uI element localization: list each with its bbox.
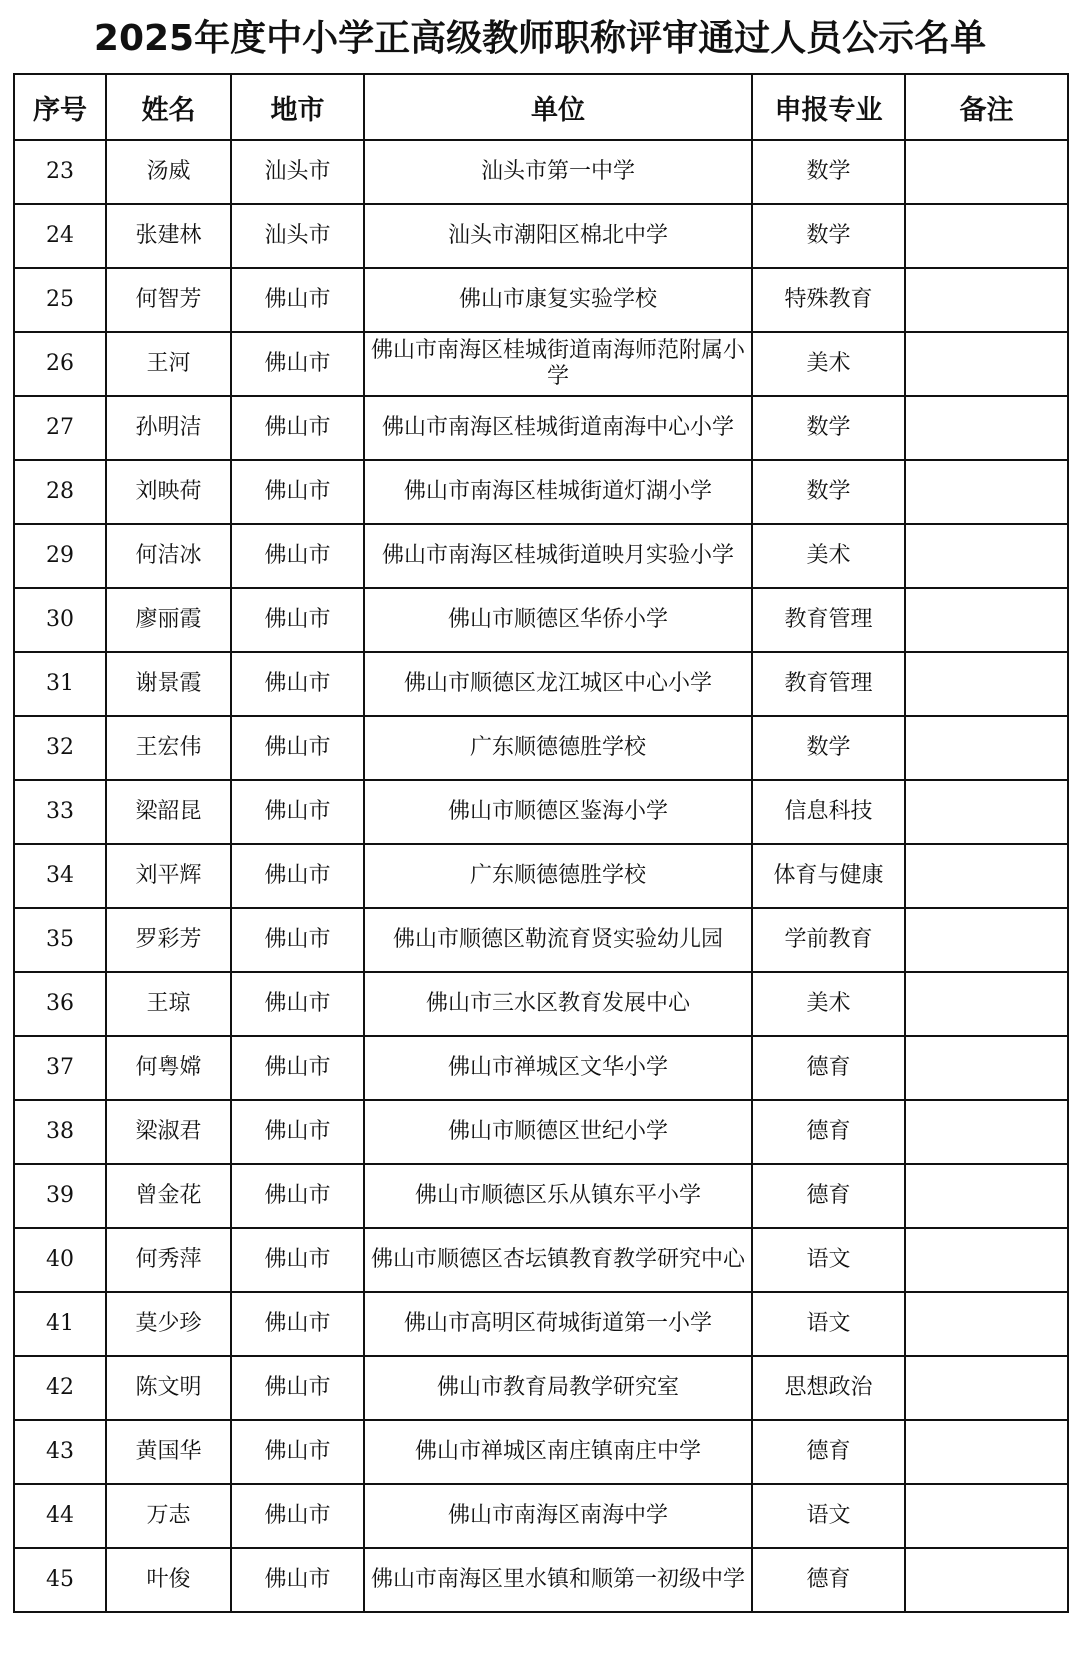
cell-city: 佛山市 — [231, 1164, 364, 1228]
cell-note — [905, 396, 1068, 460]
column-header-city: 地市 — [231, 74, 364, 140]
cell-city: 佛山市 — [231, 332, 364, 396]
cell-unit: 佛山市康复实验学校 — [364, 268, 752, 332]
cell-note — [905, 908, 1068, 972]
cell-major: 教育管理 — [752, 588, 905, 652]
cell-unit: 佛山市顺德区龙江城区中心小学 — [364, 652, 752, 716]
cell-note — [905, 204, 1068, 268]
table-row — [14, 1548, 1068, 1612]
table-row — [14, 1228, 1068, 1292]
cell-no: 27 — [14, 396, 106, 460]
cell-name: 刘平辉 — [106, 844, 231, 908]
cell-name: 黄国华 — [106, 1420, 231, 1484]
cell-major: 德育 — [752, 1548, 905, 1612]
cell-note — [905, 1228, 1068, 1292]
cell-unit: 佛山市顺德区乐从镇东平小学 — [364, 1164, 752, 1228]
cell-note — [905, 1356, 1068, 1420]
cell-unit: 佛山市高明区荷城街道第一小学 — [364, 1292, 752, 1356]
table-row — [14, 396, 1068, 460]
cell-note — [905, 460, 1068, 524]
cell-unit: 佛山市南海区桂城街道映月实验小学 — [364, 524, 752, 588]
cell-no: 36 — [14, 972, 106, 1036]
cell-note — [905, 1036, 1068, 1100]
cell-major: 德育 — [752, 1164, 905, 1228]
cell-note — [905, 780, 1068, 844]
cell-city: 佛山市 — [231, 972, 364, 1036]
page-title: 2025年度中小学正高级教师职称评审通过人员公示名单 — [93, 18, 987, 59]
cell-major: 思想政治 — [752, 1356, 905, 1420]
cell-major: 美术 — [752, 332, 905, 396]
cell-name: 何粤嫦 — [106, 1036, 231, 1100]
cell-no: 41 — [14, 1292, 106, 1356]
cell-major: 美术 — [752, 972, 905, 1036]
cell-major: 数学 — [752, 396, 905, 460]
table-row — [14, 1100, 1068, 1164]
cell-unit: 佛山市禅城区文华小学 — [364, 1036, 752, 1100]
cell-name: 张建林 — [106, 204, 231, 268]
column-header-major: 申报专业 — [752, 74, 905, 140]
cell-note — [905, 1420, 1068, 1484]
cell-city: 佛山市 — [231, 460, 364, 524]
roster-table — [13, 73, 1069, 1613]
cell-unit: 广东顺德德胜学校 — [364, 844, 752, 908]
cell-unit: 佛山市南海区桂城街道南海中心小学 — [364, 396, 752, 460]
cell-city: 佛山市 — [231, 908, 364, 972]
cell-name: 陈文明 — [106, 1356, 231, 1420]
cell-name: 何智芳 — [106, 268, 231, 332]
cell-major: 德育 — [752, 1100, 905, 1164]
cell-note — [905, 652, 1068, 716]
table-row — [14, 716, 1068, 780]
cell-note — [905, 716, 1068, 780]
cell-city: 佛山市 — [231, 588, 364, 652]
cell-note — [905, 1548, 1068, 1612]
cell-unit: 佛山市顺德区华侨小学 — [364, 588, 752, 652]
cell-city: 佛山市 — [231, 716, 364, 780]
column-header-no: 序号 — [14, 74, 106, 140]
cell-name: 万志 — [106, 1484, 231, 1548]
cell-no: 44 — [14, 1484, 106, 1548]
cell-name: 何洁冰 — [106, 524, 231, 588]
cell-no: 23 — [14, 140, 106, 204]
cell-city: 佛山市 — [231, 844, 364, 908]
cell-major: 数学 — [752, 716, 905, 780]
table-row — [14, 1292, 1068, 1356]
cell-no: 43 — [14, 1420, 106, 1484]
table-row — [14, 204, 1068, 268]
cell-city: 汕头市 — [231, 140, 364, 204]
table-row — [14, 524, 1068, 588]
table-header-row — [14, 74, 1068, 140]
cell-city: 佛山市 — [231, 268, 364, 332]
cell-note — [905, 844, 1068, 908]
cell-city: 佛山市 — [231, 1548, 364, 1612]
cell-no: 33 — [14, 780, 106, 844]
cell-no: 45 — [14, 1548, 106, 1612]
cell-unit: 佛山市顺德区勒流育贤实验幼儿园 — [364, 908, 752, 972]
cell-city: 佛山市 — [231, 1036, 364, 1100]
cell-no: 30 — [14, 588, 106, 652]
cell-major: 信息科技 — [752, 780, 905, 844]
table-row — [14, 908, 1068, 972]
cell-major: 德育 — [752, 1420, 905, 1484]
cell-city: 佛山市 — [231, 1100, 364, 1164]
table-row — [14, 652, 1068, 716]
table-row — [14, 1420, 1068, 1484]
cell-city: 佛山市 — [231, 1356, 364, 1420]
cell-city: 佛山市 — [231, 652, 364, 716]
cell-unit: 汕头市第一中学 — [364, 140, 752, 204]
cell-major: 特殊教育 — [752, 268, 905, 332]
table-row — [14, 972, 1068, 1036]
cell-major: 语文 — [752, 1228, 905, 1292]
cell-no: 32 — [14, 716, 106, 780]
table-row — [14, 844, 1068, 908]
cell-name: 廖丽霞 — [106, 588, 231, 652]
cell-unit: 汕头市潮阳区棉北中学 — [364, 204, 752, 268]
cell-unit: 广东顺德德胜学校 — [364, 716, 752, 780]
column-header-note: 备注 — [905, 74, 1068, 140]
cell-major: 语文 — [752, 1292, 905, 1356]
cell-name: 王琼 — [106, 972, 231, 1036]
cell-name: 汤威 — [106, 140, 231, 204]
cell-city: 汕头市 — [231, 204, 364, 268]
table-row — [14, 1164, 1068, 1228]
cell-note — [905, 1292, 1068, 1356]
cell-no: 37 — [14, 1036, 106, 1100]
cell-major: 体育与健康 — [752, 844, 905, 908]
cell-no: 28 — [14, 460, 106, 524]
cell-name: 罗彩芳 — [106, 908, 231, 972]
cell-name: 叶俊 — [106, 1548, 231, 1612]
cell-major: 学前教育 — [752, 908, 905, 972]
cell-no: 26 — [14, 332, 106, 396]
cell-no: 31 — [14, 652, 106, 716]
cell-major: 数学 — [752, 204, 905, 268]
cell-note — [905, 972, 1068, 1036]
cell-city: 佛山市 — [231, 1420, 364, 1484]
cell-major: 数学 — [752, 140, 905, 204]
table-row — [14, 588, 1068, 652]
cell-city: 佛山市 — [231, 1228, 364, 1292]
cell-major: 数学 — [752, 460, 905, 524]
cell-no: 24 — [14, 204, 106, 268]
cell-name: 王宏伟 — [106, 716, 231, 780]
table-row — [14, 780, 1068, 844]
table-row — [14, 1036, 1068, 1100]
cell-city: 佛山市 — [231, 1484, 364, 1548]
cell-name: 何秀萍 — [106, 1228, 231, 1292]
cell-note — [905, 1100, 1068, 1164]
cell-unit: 佛山市三水区教育发展中心 — [364, 972, 752, 1036]
table-row — [14, 1356, 1068, 1420]
table-row — [14, 332, 1068, 396]
cell-unit: 佛山市南海区南海中学 — [364, 1484, 752, 1548]
cell-note — [905, 524, 1068, 588]
cell-city: 佛山市 — [231, 1292, 364, 1356]
cell-major: 教育管理 — [752, 652, 905, 716]
cell-name: 莫少珍 — [106, 1292, 231, 1356]
cell-city: 佛山市 — [231, 780, 364, 844]
cell-unit: 佛山市顺德区鉴海小学 — [364, 780, 752, 844]
cell-name: 孙明洁 — [106, 396, 231, 460]
cell-unit: 佛山市南海区桂城街道南海师范附属小学 — [364, 332, 752, 396]
cell-no: 38 — [14, 1100, 106, 1164]
cell-no: 40 — [14, 1228, 106, 1292]
cell-note — [905, 588, 1068, 652]
cell-no: 39 — [14, 1164, 106, 1228]
cell-no: 29 — [14, 524, 106, 588]
table-row — [14, 140, 1068, 204]
table-row — [14, 1484, 1068, 1548]
cell-no: 25 — [14, 268, 106, 332]
cell-no: 42 — [14, 1356, 106, 1420]
cell-name: 曾金花 — [106, 1164, 231, 1228]
cell-city: 佛山市 — [231, 524, 364, 588]
cell-unit: 佛山市顺德区杏坛镇教育教学研究中心 — [364, 1228, 752, 1292]
cell-name: 王河 — [106, 332, 231, 396]
cell-note — [905, 332, 1068, 396]
cell-unit: 佛山市南海区桂城街道灯湖小学 — [364, 460, 752, 524]
cell-no: 34 — [14, 844, 106, 908]
cell-name: 刘映荷 — [106, 460, 231, 524]
cell-city: 佛山市 — [231, 396, 364, 460]
cell-unit: 佛山市禅城区南庄镇南庄中学 — [364, 1420, 752, 1484]
cell-note — [905, 1164, 1068, 1228]
roster-body — [14, 140, 1068, 1612]
column-header-unit: 单位 — [364, 74, 752, 140]
cell-name: 梁韶昆 — [106, 780, 231, 844]
cell-note — [905, 1484, 1068, 1548]
cell-name: 谢景霞 — [106, 652, 231, 716]
table-row — [14, 460, 1068, 524]
table-row — [14, 268, 1068, 332]
cell-no: 35 — [14, 908, 106, 972]
cell-note — [905, 268, 1068, 332]
cell-unit: 佛山市顺德区世纪小学 — [364, 1100, 752, 1164]
cell-major: 德育 — [752, 1036, 905, 1100]
cell-note — [905, 140, 1068, 204]
column-header-name: 姓名 — [106, 74, 231, 140]
cell-name: 梁淑君 — [106, 1100, 231, 1164]
cell-major: 语文 — [752, 1484, 905, 1548]
cell-unit: 佛山市南海区里水镇和顺第一初级中学 — [364, 1548, 752, 1612]
cell-major: 美术 — [752, 524, 905, 588]
cell-unit: 佛山市教育局教学研究室 — [364, 1356, 752, 1420]
